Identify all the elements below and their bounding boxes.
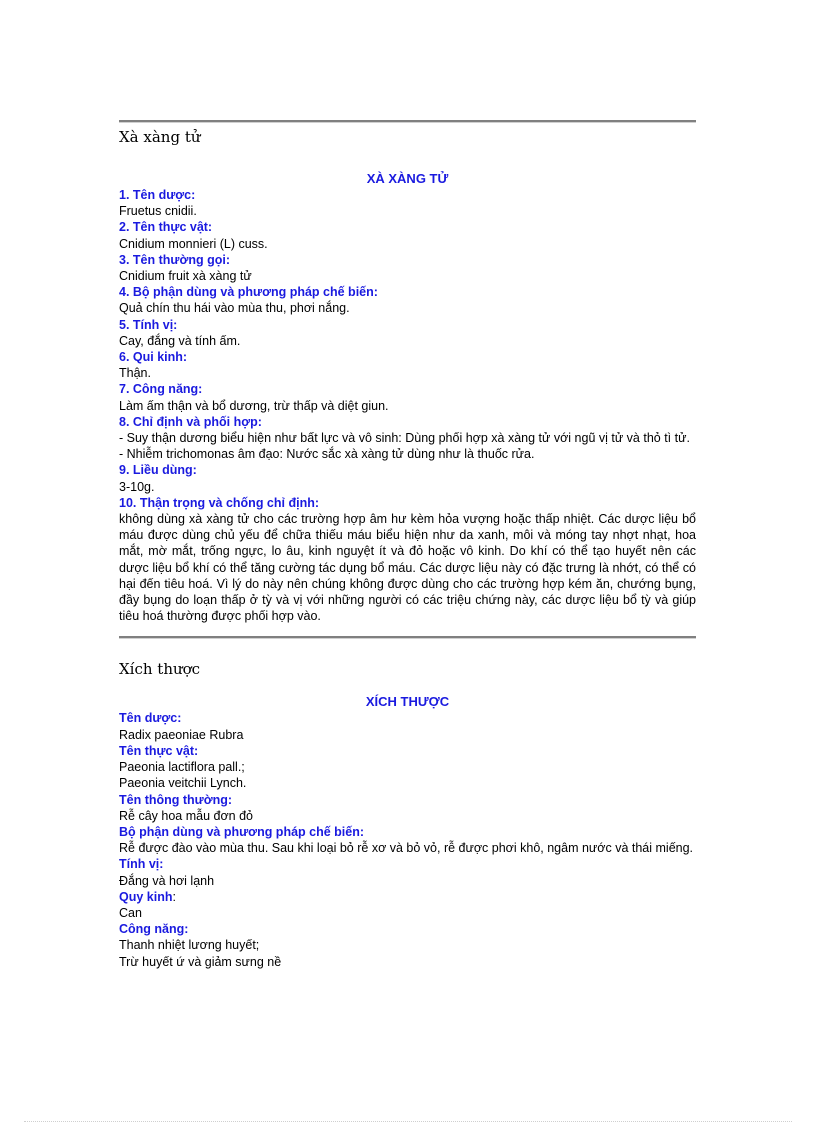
entry-heading: 8. Chỉ định và phối hợp: <box>119 414 262 429</box>
entry-text: Quả chín thu hái vào mùa thu, phơi nắng. <box>119 301 350 316</box>
entry-text: Cnidium fruit xà xàng tử <box>119 269 252 284</box>
entry-text: - Suy thận dương biểu hiện như bất lực và vô sinh: Dùng phối hợp xà xàng tử với ngũ vị tử và thỏ tì tử. <box>119 431 690 446</box>
entry-heading: 9. Liều dùng: <box>119 463 197 478</box>
document-page <box>119 0 696 970</box>
entry-text: Can <box>119 905 142 920</box>
section1-entries <box>119 187 696 624</box>
section2-title: XÍCH THƯỢC <box>365 694 450 710</box>
entry-text: Rễ cây hoa mẫu đơn đỏ <box>119 808 253 823</box>
entry-heading: Công năng: <box>119 922 189 937</box>
entry-text: Thanh nhiệt lương huyết; <box>119 938 260 953</box>
entry-heading: Tên thông thường: <box>119 792 233 807</box>
entry-heading: 5. Tính vị: <box>119 317 178 332</box>
entry-text: Thận. <box>119 366 151 381</box>
entry-heading: Bộ phận dùng và phương pháp chế biến: <box>119 824 365 839</box>
entry-text: Paeonia veitchii Lynch. <box>119 776 247 791</box>
entry-text: 3-10g. <box>119 479 155 494</box>
section2-label: Xích thược <box>119 660 201 679</box>
entry-text: Rễ được đào vào mùa thu. Sau khi loại bỏ rễ xơ và bỏ vỏ, rễ được phơi khô, ngâm nước và thái miếng. <box>119 841 694 856</box>
page-bottom-edge <box>24 1121 792 1122</box>
section2-entries <box>119 710 696 969</box>
entry-text: Làm ấm thận và bổ dương, trừ thấp và diệt giun. <box>119 398 389 413</box>
entry-heading: 10. Thận trọng và chống chỉ định: <box>119 495 320 510</box>
section1-title: XÀ XÀNG TỬ <box>366 171 449 186</box>
entry-text: Paeonia lactiflora pall.; <box>119 760 245 775</box>
entry-heading: 6. Qui kinh: <box>119 350 188 365</box>
entry-heading: 2. Tên thực vật: <box>119 220 213 235</box>
entry-heading: 3. Tên thường gọi: <box>119 252 230 267</box>
entry-heading: 4. Bộ phận dùng và phương pháp chế biến: <box>119 285 378 300</box>
entry-heading: 7. Công năng: <box>119 382 203 397</box>
entry-heading: Tên thực vật: <box>119 743 199 758</box>
entry-text: - Nhiễm trichomonas âm đạo: Nước sắc xà xàng tử dùng như là thuốc rửa. <box>119 447 535 462</box>
entry-text: không dùng xà xàng tử cho các trường hợp âm hư kèm hỏa vượng hoặc thấp nhiệt. Các dược liệu bổ máu được dùng chủ yếu để chữa thiếu máu biểu hiện như da xanh, môi và móng tay nhợt nhạt, hoa mắt, mờ mắt, trống ngực, lo âu, kinh nguyệt ít và đỏ hoặc vô kinh. Do khí có thể tạo huyết nên các dược liệu bổ khí có thể tăng cường tác dụng bổ máu. Các dược liệu này có đặc trưng là nhớt, có thể có hại đến tiêu hoá. Vì lý do này nên chúng không được dùng cho các trường hợp kém ăn, chướng bụng, đầy bụng do loạn thấp ở tỳ và vị với những người có các triệu chứng này, các dược liệu bổ tỳ và giúp tiêu hoá thường được phối hợp vào. <box>119 512 696 624</box>
entry-text: Cay, đắng và tính ấm. <box>119 333 241 348</box>
entry-text: Đắng và hơi lạnh <box>119 873 215 888</box>
entry-text: Cnidium monnieri (L) cuss. <box>119 236 268 251</box>
entry-heading: Quy kinh: <box>119 889 176 904</box>
entry-heading: Tên dược: <box>119 711 182 726</box>
section1-label: Xà xàng tử <box>119 128 201 146</box>
entry-heading: 1. Tên dược: <box>119 188 196 202</box>
entry-text: Radix paeoniae Rubra <box>119 727 244 742</box>
entry-heading: Tính vị: <box>119 857 164 872</box>
entry-text: Fruetus cnidii. <box>119 204 197 219</box>
entry-text: Trừ huyết ứ và giảm sưng nề <box>119 954 282 969</box>
